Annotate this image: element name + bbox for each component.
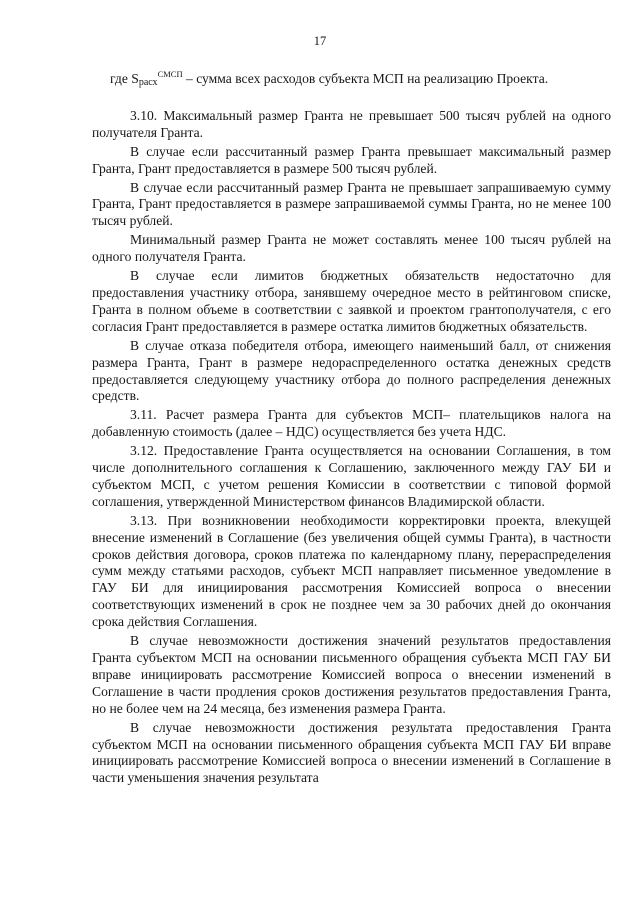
paragraph-3-13: 3.13. При возникновении необходимости корректировки проекта, влекущей внесение изменений в Соглашение (без увеличения общей суммы Гранта), в частности сроков действия договора, сроков платежа по календарному плану, перераспределения сумм между статьями расходов, субъект МСП направляет письменное уведомление в ГАУ БИ для инициирования рассмотрения Комиссией вопроса о внесении соответствующих изменений в срок не позднее чем за 30 рабочих дней до окончания срока действия Соглашения.: [92, 512, 611, 630]
formula-superscript: СМСП: [157, 69, 183, 79]
paragraph-max-grant: В случае если рассчитанный размер Гранта превышает максимальный размер Гранта, Грант предоставляется в размере 500 тысяч рублей.: [92, 143, 611, 176]
formula-paragraph: [92, 66, 611, 92]
paragraph-requested-sum: В случае если рассчитанный размер Гранта не превышает запрашиваемую сумму Гранта, Грант предоставляется в размере запрашиваемой суммы Гранта, но не менее 100 тысяч рублей.: [92, 179, 611, 229]
page-number: 17: [313, 34, 327, 48]
paragraph-budget-limits: В случае если лимитов бюджетных обязательств недостаточно для предоставления участнику отбора, занявшему очередное место в рейтинговом списке, Гранта в полном объеме в соответствии с заявкой и проектом грантополучателя, с его согласия Грант предоставляется в размере остатка лимитов бюджетных обязательств.: [92, 268, 611, 334]
formula-prefix: где S: [110, 71, 139, 86]
formula-subscript: расх: [138, 77, 158, 88]
paragraph-winner-refusal: В случае отказа победителя отбора, имеющего наименьший балл, от снижения размера Гранта, Грант в размере недораспределенного остатка денежных средств предоставляется следующему участнику отбора до полного распределения денежных средств.: [92, 337, 611, 404]
paragraph-min-grant: Минимальный размер Гранта не может составлять менее 100 тысяч рублей на одного получателя Гранта.: [92, 232, 611, 265]
formula-description: – сумма всех расходов субъекта МСП на реализацию Проекта.: [182, 71, 549, 86]
paragraph-3-11: 3.11. Расчет размера Гранта для субъектов МСП– плательщиков налога на добавленную стоимость (далее – НДС) осуществляется без учета НДС.: [92, 407, 611, 440]
document-body: [92, 66, 611, 787]
paragraph-results-extension: В случае невозможности достижения значений результатов предоставления Гранта субъектом МСП на основании письменного обращения субъекта МСП ГАУ БИ вправе инициировать рассмотрение Комиссией вопроса о внесении изменений в Соглашение в части продления сроков достижения результатов предоставления Гранта, но не более чем на 24 месяца, без изменения размера Гранта.: [92, 633, 611, 716]
paragraph-results-reduction: В случае невозможности достижения результата предоставления Гранта субъектом МСП на основании письменного обращения субъекта МСП ГАУ БИ вправе инициировать рассмотрение Комиссией вопроса о внесении изменений в Соглашение в части уменьшения значения результата: [92, 719, 611, 786]
paragraph-3-10: 3.10. Максимальный размер Гранта не превышает 500 тысяч рублей на одного получателя Гранта.: [92, 107, 611, 140]
paragraph-3-12: 3.12. Предоставление Гранта осуществляется на основании Соглашения, в том числе дополнительного соглашения к Соглашению, заключенного между ГАУ БИ и субъектом МСП, с учетом решения Комиссии в соответствии с типовой формой соглашения, утвержденной Министерством финансов Владимирской области.: [92, 443, 611, 509]
